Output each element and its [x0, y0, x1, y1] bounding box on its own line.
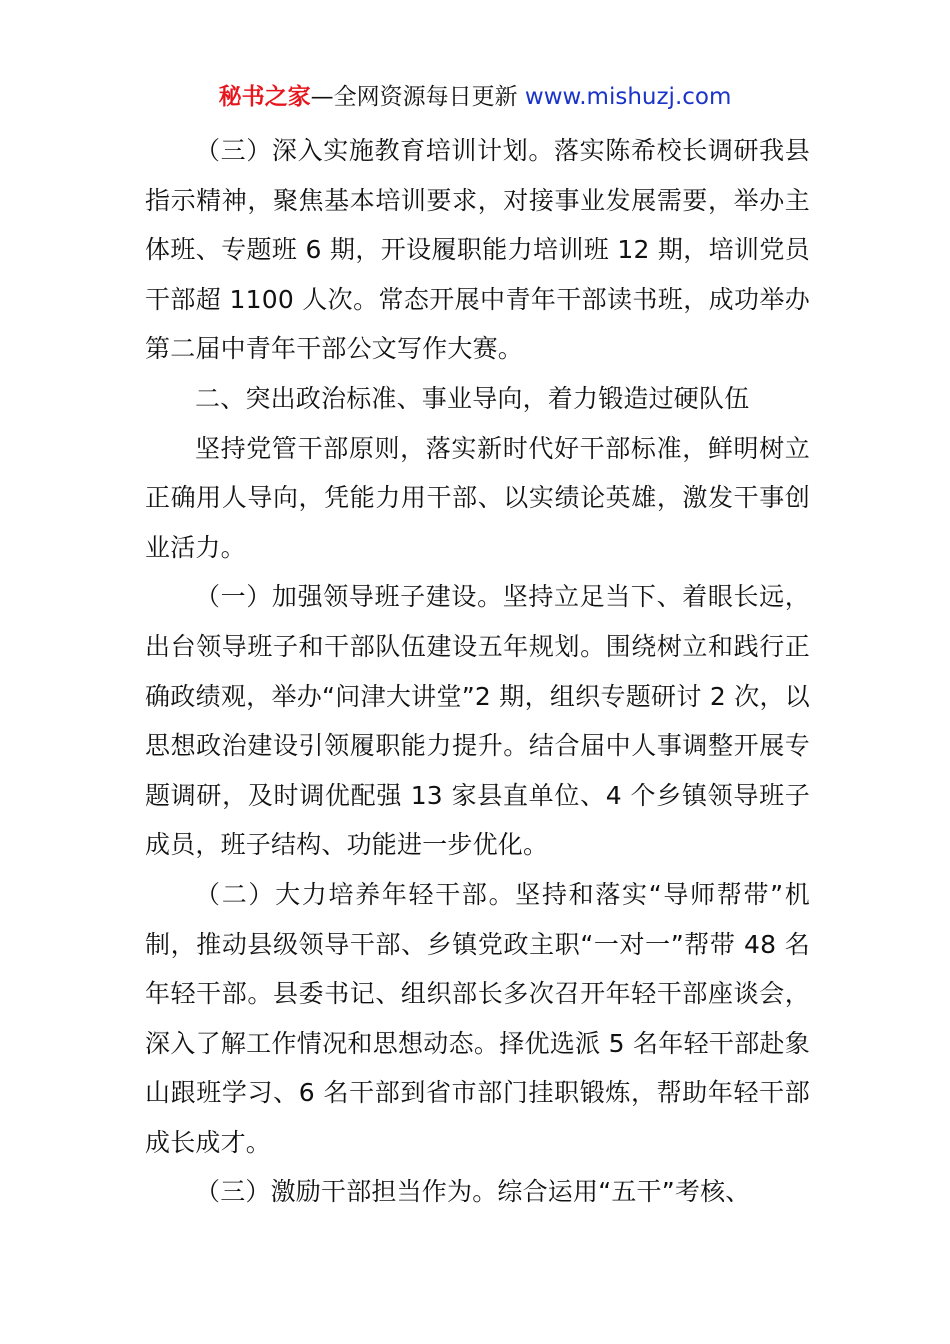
paragraph-section-intro: 坚持党管干部原则，落实新时代好干部标准，鲜明树立正确用人导向，凭能力用干部、以实绩论英雄，激发干事创业活力。 [145, 433, 810, 562]
site-url-link[interactable]: www.mishuzj.com [524, 84, 732, 110]
paragraph-incentives: （三）激励干部担当作为。综合运用“五干”考核、 [195, 1177, 751, 1207]
site-header [0, 80, 950, 114]
header-tagline: —全网资源每日更新 [310, 84, 525, 110]
paragraph-leadership: （一）加强领导班子建设。坚持立足当下、着眼长远，出台领导班子和干部队伍建设五年规划。围绕树立和践行正确政绩观，举办“问津大讲堂”2 期，组织专题研讨 2 次，以思想政治建设引领履职能力提升。结合届中人事调整开展专题调研，及时调优配强 13 家县直单位、4 个乡镇领导班子成员，班子结构、功能进一步优化。 [145, 582, 810, 860]
document-body [145, 126, 810, 1217]
section-heading-two: 二、突出政治标准、事业导向，着力锻造过硬队伍 [195, 383, 750, 413]
paragraph-training-plan: （三）深入实施教育培训计划。落实陈希校长调研我县指示精神，聚焦基本培训要求，对接事业发展需要，举办主体班、专题班 6 期，开设履职能力培训班 12 期，培训党员干部超 1100 人次。常态开展中青年干部读书班，成功举办第二届中青年干部公文写作大赛。 [145, 136, 810, 364]
brand-name: 秘书之家 [218, 84, 311, 110]
paragraph-young-cadres: （二）大力培养年轻干部。坚持和落实“导师帮带”机制，推动县级领导干部、乡镇党政主职“一对一”帮带 48 名年轻干部。县委书记、组织部长多次召开年轻干部座谈会，深入了解工作情况和思想动态。择优选派 5 名年轻干部赴象山跟班学习、6 名干部到省市部门挂职锻炼，帮助年轻干部成长成才。 [145, 879, 810, 1157]
